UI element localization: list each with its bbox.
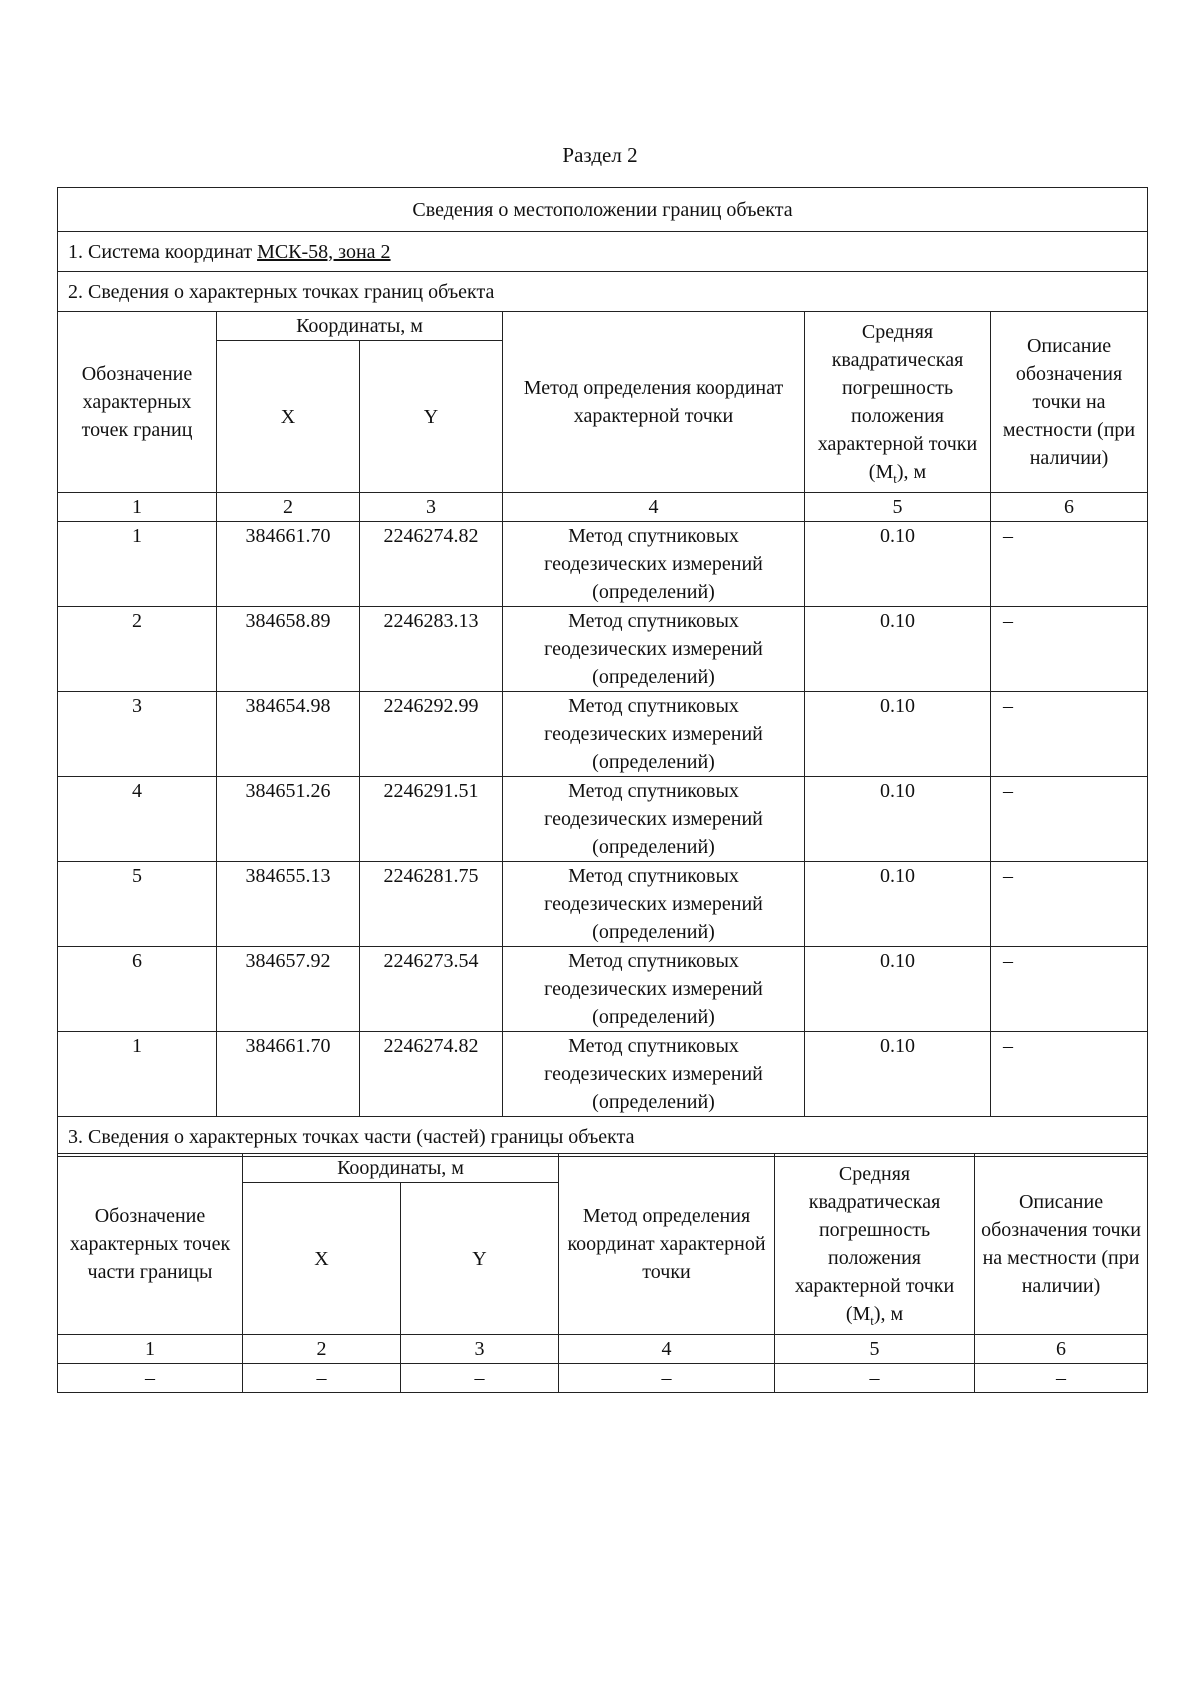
point-x: 384655.13 [217, 862, 360, 947]
point-description: – [991, 1032, 1148, 1117]
point-description: – [991, 607, 1148, 692]
col-number: 3 [360, 493, 503, 522]
point-method: Метод спутниковых геодезических измерений (определений) [503, 692, 805, 777]
point-description: – [991, 862, 1148, 947]
part-points-table [57, 1153, 1148, 1393]
part-point-error: – [775, 1364, 975, 1393]
parts-header-error [775, 1154, 975, 1335]
part-point-y: – [401, 1364, 559, 1393]
header-error-text: Средняя квадратическая погрешность положения характерной точки (M [817, 321, 978, 483]
point-method: Метод спутниковых геодезических измерений (определений) [503, 1032, 805, 1117]
point-y: 2246283.13 [360, 607, 503, 692]
point-error: 0.10 [805, 522, 991, 607]
parts-column-numbers-row [58, 1335, 1148, 1364]
table-row [58, 947, 1148, 1032]
point-error: 0.10 [805, 862, 991, 947]
table-row [58, 522, 1148, 607]
part-point-method: – [559, 1364, 775, 1393]
point-method: Метод спутниковых геодезических измерений (определений) [503, 607, 805, 692]
parts-header-x: X [243, 1183, 401, 1335]
header-x: X [217, 341, 360, 493]
parts-title: 3. Сведения о характерных точках части (частей) границы объекта [58, 1117, 1148, 1157]
col-number: 2 [243, 1335, 401, 1364]
parts-header-method: Метод определения координат характерной точки [559, 1154, 775, 1335]
main-title: Сведения о местоположении границ объекта [58, 188, 1148, 232]
point-x: 384654.98 [217, 692, 360, 777]
coord-system-prefix: 1. Система координат [68, 240, 258, 263]
point-number: 1 [58, 1032, 217, 1117]
table-row [58, 692, 1148, 777]
col-number: 1 [58, 493, 217, 522]
col-number: 1 [58, 1335, 243, 1364]
header-method: Метод определения координат характерной точки [503, 312, 805, 493]
col-number: 4 [559, 1335, 775, 1364]
parts-header-description: Описание обозначения точки на местности (при наличии) [975, 1154, 1148, 1335]
point-x: 384661.70 [217, 1032, 360, 1117]
table-row [58, 777, 1148, 862]
point-description: – [991, 692, 1148, 777]
point-x: 384651.26 [217, 777, 360, 862]
col-number: 5 [805, 493, 991, 522]
points-title: 2. Сведения о характерных точках границ объекта [58, 272, 1148, 312]
col-number: 6 [975, 1335, 1148, 1364]
point-error: 0.10 [805, 947, 991, 1032]
table-row [58, 862, 1148, 947]
header-description: Описание обозначения точки на местности (при наличии) [991, 312, 1148, 493]
col-number: 5 [775, 1335, 975, 1364]
parts-header-coords: Координаты, м [243, 1154, 559, 1183]
header-error [805, 312, 991, 493]
table-row [58, 607, 1148, 692]
point-y: 2246281.75 [360, 862, 503, 947]
part-point-number: – [58, 1364, 243, 1393]
point-y: 2246273.54 [360, 947, 503, 1032]
point-method: Метод спутниковых геодезических измерений (определений) [503, 522, 805, 607]
header-coords: Координаты, м [217, 312, 503, 341]
header-error-sub: t [893, 471, 897, 486]
point-error: 0.10 [805, 607, 991, 692]
point-number: 1 [58, 522, 217, 607]
header-y: Y [360, 341, 503, 493]
point-error: 0.10 [805, 1032, 991, 1117]
point-number: 2 [58, 607, 217, 692]
point-number: 5 [58, 862, 217, 947]
point-error: 0.10 [805, 692, 991, 777]
point-y: 2246291.51 [360, 777, 503, 862]
header-error-unit: ), м [896, 461, 927, 483]
point-description: – [991, 522, 1148, 607]
point-number: 6 [58, 947, 217, 1032]
coord-system-value: МСК-58, зона 2 [257, 240, 391, 263]
col-number: 2 [217, 493, 360, 522]
point-error: 0.10 [805, 777, 991, 862]
point-number: 3 [58, 692, 217, 777]
parts-header-error-unit: ), м [873, 1303, 904, 1325]
boundary-points-table [57, 187, 1148, 1157]
coord-system-row [58, 232, 1148, 272]
parts-header-y: Y [401, 1183, 559, 1335]
column-numbers-row [58, 493, 1148, 522]
point-method: Метод спутниковых геодезических измерений (определений) [503, 777, 805, 862]
point-y: 2246292.99 [360, 692, 503, 777]
table-row [58, 1032, 1148, 1117]
part-point-description: – [975, 1364, 1148, 1393]
header-designation: Обозначение характерных точек границ [58, 312, 217, 493]
point-x: 384658.89 [217, 607, 360, 692]
point-y: 2246274.82 [360, 522, 503, 607]
point-x: 384657.92 [217, 947, 360, 1032]
col-number: 4 [503, 493, 805, 522]
point-number: 4 [58, 777, 217, 862]
parts-header-designation: Обозначение характерных точек части границы [58, 1154, 243, 1335]
table-row [58, 1364, 1148, 1393]
point-y: 2246274.82 [360, 1032, 503, 1117]
part-point-x: – [243, 1364, 401, 1393]
col-number: 6 [991, 493, 1148, 522]
parts-header-error-sub: t [870, 1313, 874, 1328]
section-title: Раздел 2 [562, 143, 638, 167]
point-description: – [991, 777, 1148, 862]
point-method: Метод спутниковых геодезических измерений (определений) [503, 862, 805, 947]
point-x: 384661.70 [217, 522, 360, 607]
col-number: 3 [401, 1335, 559, 1364]
parts-header-error-text: Средняя квадратическая погрешность положения характерной точки (M [794, 1163, 955, 1325]
point-description: – [991, 947, 1148, 1032]
point-method: Метод спутниковых геодезических измерений (определений) [503, 947, 805, 1032]
